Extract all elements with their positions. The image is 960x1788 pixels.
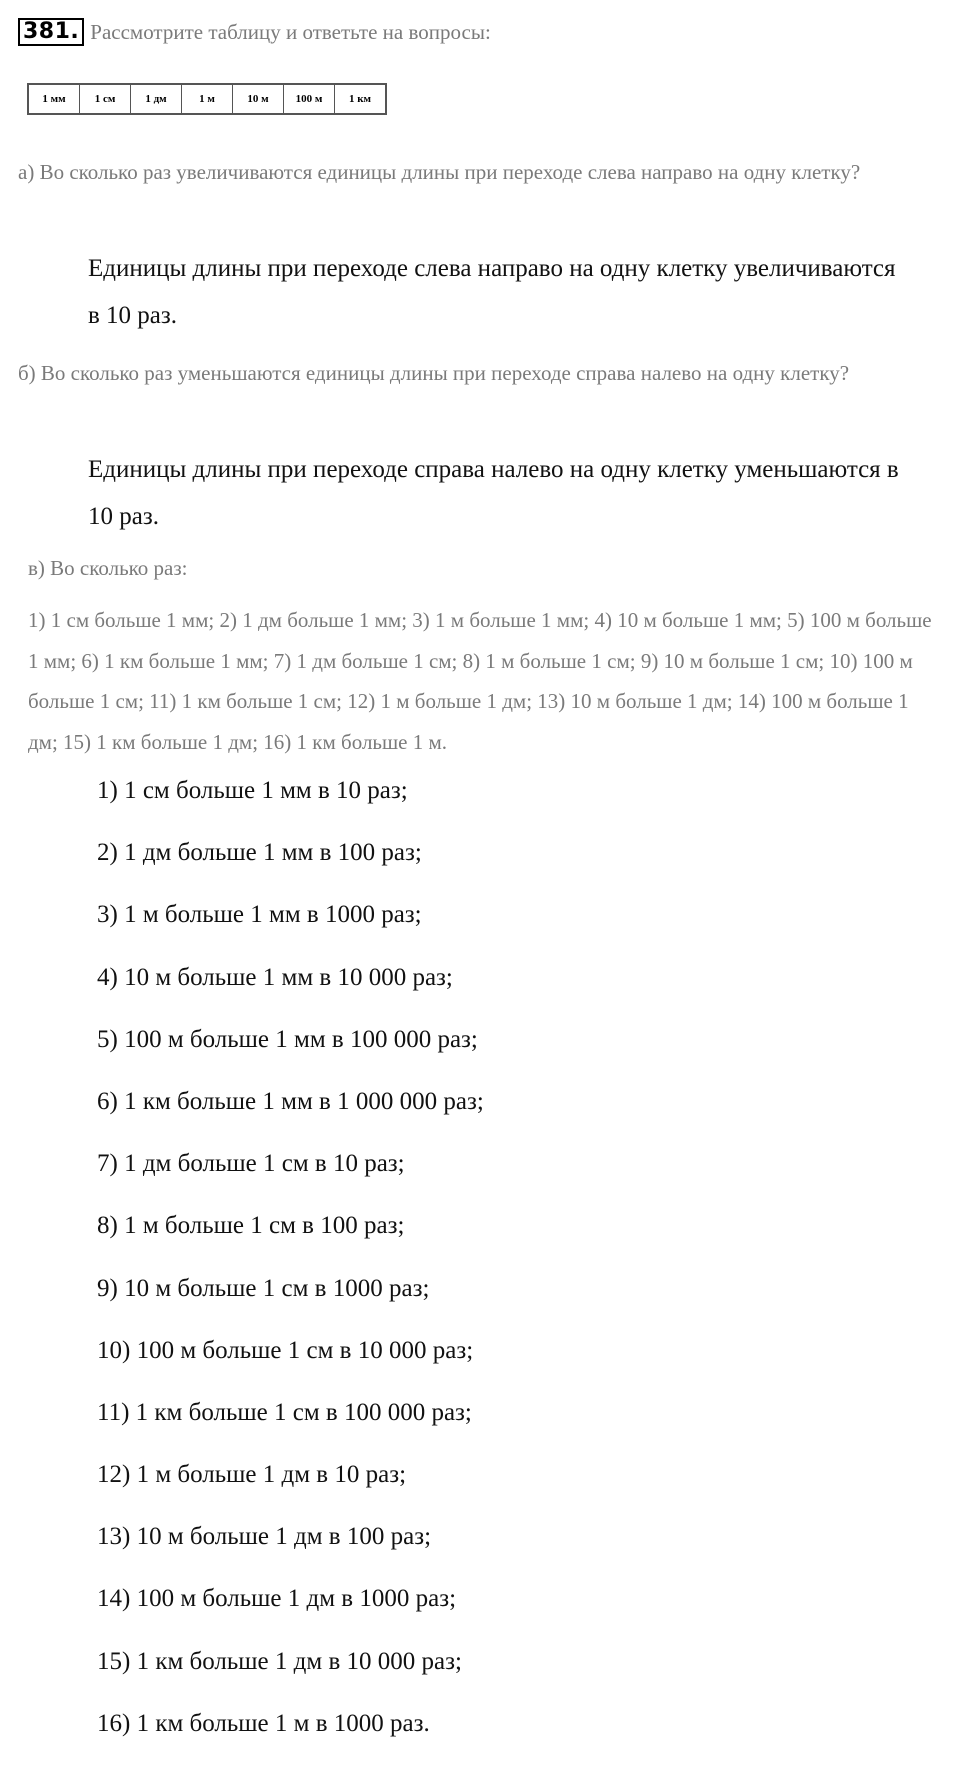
exercise-header [18,18,491,46]
exercise-number: 381. [18,18,84,46]
answer-a: Единицы длины при переходе слева направо на одну клетку увеличиваются в 10 раз. [88,255,896,329]
answer-item: 11) 1 км больше 1 см в 100 000 раз; [97,1398,472,1426]
question-v-title: в) Во сколько раз: [28,556,188,580]
answer-b: Единицы длины при переходе справа налево на одну клетку уменьшаются в 10 раз. [88,456,899,530]
unit-cell: 1 мм [28,84,80,114]
unit-cell: 100 м [284,84,335,114]
answer-item: 13) 10 м больше 1 дм в 100 раз; [97,1523,432,1551]
unit-cell: 10 м [233,84,284,114]
length-units-table [27,83,387,115]
answer-item: 16) 1 км больше 1 м в 1000 раз. [97,1709,430,1737]
answer-item: 8) 1 м больше 1 см в 100 раз; [97,1212,405,1240]
answer-item: 3) 1 м больше 1 мм в 1000 раз; [97,901,422,929]
unit-cell: 1 дм [131,84,182,114]
units-row [28,84,386,114]
question-a: а) Во сколько раз увеличиваются единицы длины при переходе слева направо на одну клетку? [18,160,861,184]
exercise-instruction: Рассмотрите таблицу и ответьте на вопросы: [90,19,491,44]
question-b: б) Во сколько раз уменьшаются единицы длины при переходе справа налево на одну клетку? [18,361,850,385]
answer-item: 5) 100 м больше 1 мм в 100 000 раз; [97,1025,478,1053]
answer-item: 9) 10 м больше 1 см в 1000 раз; [97,1274,430,1302]
answer-item: 1) 1 см больше 1 мм в 10 раз; [97,777,408,804]
answer-item: 15) 1 км больше 1 дм в 10 000 раз; [97,1647,462,1675]
unit-cell: 1 см [80,84,131,114]
answer-item: 2) 1 дм больше 1 мм в 100 раз; [97,839,422,867]
question-v-text: 1) 1 см больше 1 мм; 2) 1 дм больше 1 мм; 3) 1 м больше 1 мм; 4) 10 м больше 1 мм; 5) 100 м больше 1 мм; 6) 1 км больше 1 мм; 7) 1 дм больше 1 см; 8) 1 м больше 1 см; 9) 10 м больше 1 см; 10) 100 м больше 1 см; 11) 1 км больше 1 см; 12) 1 м больше 1 дм; 13) 10 м больше 1 дм; 14) 100 м больше 1 дм; 15) 1 км больше 1 дм; 16) 1 км больше 1 м. [28,608,932,754]
unit-cell: 1 км [335,84,387,114]
answers-v-list [97,774,484,1769]
unit-cell: 1 м [182,84,233,114]
answer-item: 14) 100 м больше 1 дм в 1000 раз; [97,1585,457,1613]
answer-item: 6) 1 км больше 1 мм в 1 000 000 раз; [97,1087,484,1115]
answer-item: 10) 100 м больше 1 см в 10 000 раз; [97,1336,474,1364]
answer-item: 12) 1 м больше 1 дм в 10 раз; [97,1461,407,1489]
answer-item: 4) 10 м больше 1 мм в 10 000 раз; [97,963,453,991]
answer-item: 7) 1 дм больше 1 см в 10 раз; [97,1150,405,1178]
